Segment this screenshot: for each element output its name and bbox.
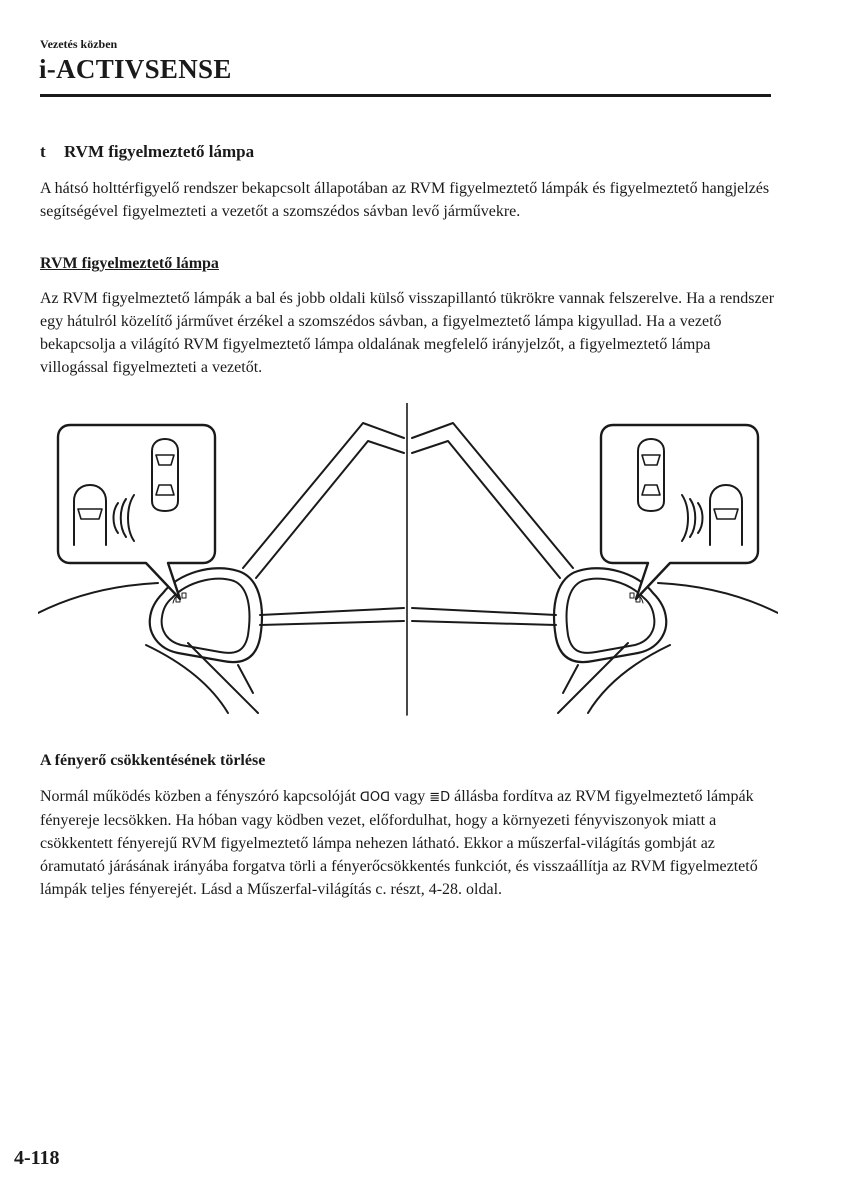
dimming-text-3: állásba fordítva az RVM figyelmeztető lámpák fényereje lecsökken. Ha hóban vagy ködben vezet, előfordulhat, hogy a környezeti fényviszonyok miatt a csökkentett fényerejű RVM figyelmeztető lámpa nehezen látható. Ekkor a műszerfal-világítás gombját az óramutató járásának irányába forgatva törli a fényerőcsökkentés funkciót, és visszaállítja az RVM figyelmeztető lámpák teljes fényerejét. Lásd a Műszerfal-világítás c. részt, 4-28. oldal. bbox=[40, 788, 758, 898]
section-heading: RVM figyelmeztető lámpa bbox=[64, 142, 255, 161]
dimming-paragraph bbox=[40, 785, 775, 901]
heading-bullet: t bbox=[40, 142, 46, 161]
lamp-paragraph: Az RVM figyelmeztető lámpák a bal és jobb oldali külső visszapillantó tükrökre vannak felszerelve. Ha a rendszer egy hátulról közelítő járművet érzékel a szomszédos sávban, a figyelmeztető lámpa kigyullad. Ha a vezető bekapcsolja a világító RVM figyelmeztető lámpa oldalának megfelelő irányjelzőt, a figyelmeztető lámpa villogással figyelmezteti a vezetőt. bbox=[40, 290, 775, 376]
left-mirror-scene bbox=[38, 423, 404, 713]
mirror-illustration bbox=[38, 403, 778, 720]
right-mirror-scene bbox=[412, 423, 778, 713]
section-label: Vezetés közben bbox=[40, 37, 118, 51]
page-number: 4-118 bbox=[14, 1147, 60, 1169]
headlight-parking-symbol-icon: ᗡOᗡ bbox=[359, 790, 391, 805]
dimming-text-1: Normál működés közben a fényszóró kapcsolóját bbox=[40, 788, 356, 805]
headlight-on-symbol-icon: ≣D bbox=[429, 790, 451, 805]
page-title: i-ACTIVSENSE bbox=[39, 54, 232, 84]
intro-paragraph: A hátsó holttérfigyelő rendszer bekapcsolt állapotában az RVM figyelmeztető lámpák és figyelmeztető hangjelzés segítségével figyelmezteti a vezetőt a szomszédos sávban levő járművekre. bbox=[40, 180, 770, 220]
lamp-subheading: RVM figyelmeztető lámpa bbox=[40, 255, 219, 272]
dimming-text-2: vagy bbox=[394, 788, 426, 805]
header-divider bbox=[40, 94, 771, 97]
dimming-subheading: A fényerő csökkentésének törlése bbox=[40, 752, 266, 769]
